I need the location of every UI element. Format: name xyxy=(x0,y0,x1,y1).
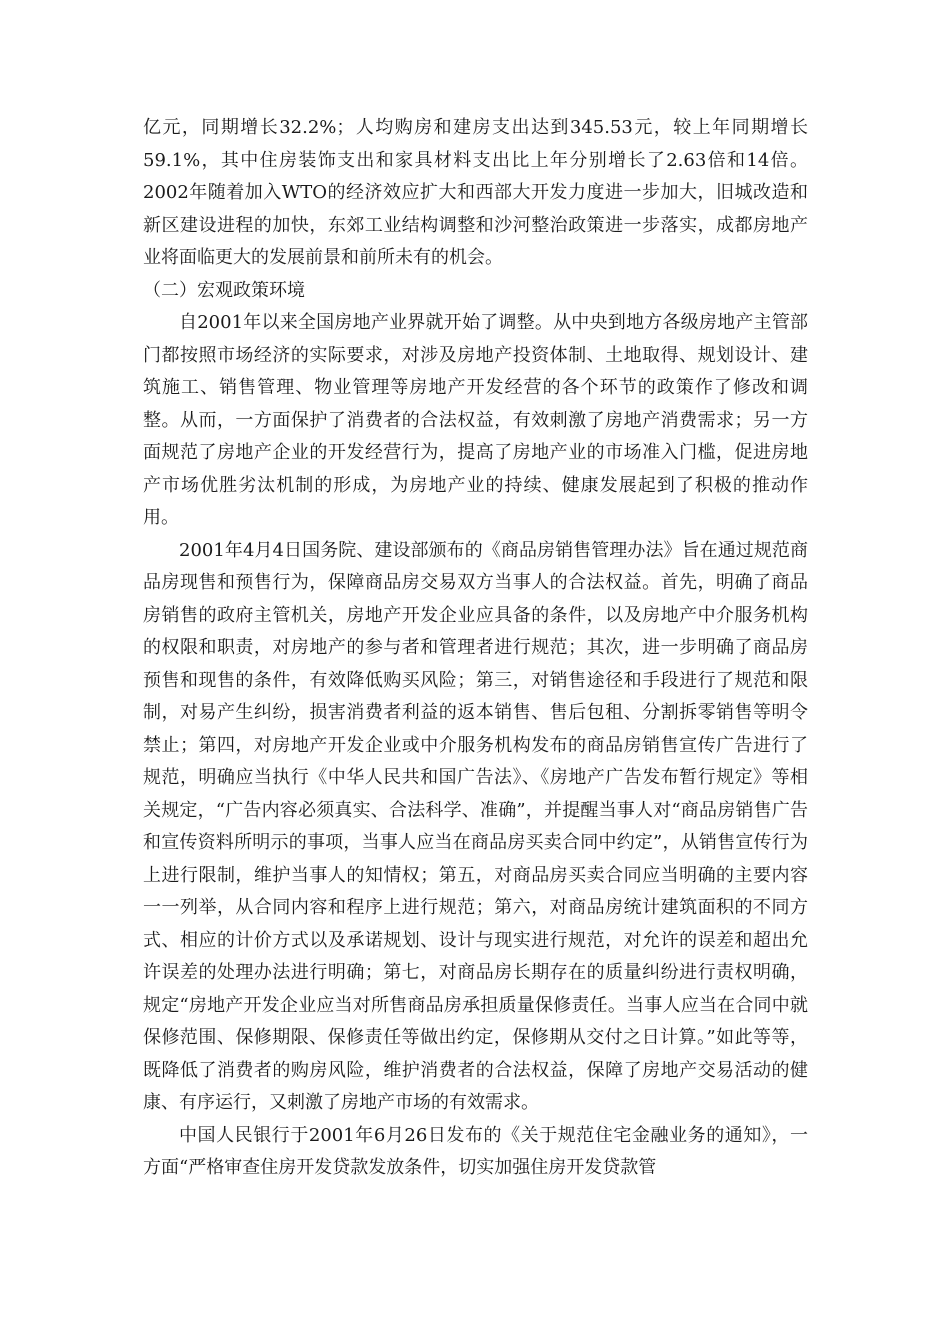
paragraph-continuation: 亿元，同期增长32.2%；人均购房和建房支出达到345.53元，较上年同期增长59.1%，其中住房装饰支出和家具材料支出比上年分别增长了2.63倍和14倍。2002年随着加入WTO的经济效应扩大和西部大开发力度进一步加大，旧城改造和新区建设进程的加快，东郊工业结构调整和沙河整治政策进一步落实，成都房地产业将面临更大的发展前景和前所未有的机会。 xyxy=(143,117,808,268)
paragraph-pboc-notice: 中国人民银行于2001年6月26日发布的《关于规范住宅金融业务的通知》，一方面“严格审查住房开发贷款发放条件，切实加强住房开发贷款管 xyxy=(143,1124,808,1178)
paragraph-sales-regulation: 2001年4月4日国务院、建设部颁布的《商品房销售管理办法》旨在通过规范商品房现售和预售行为，保障商品房交易双方当事人的合法权益。首先，明确了商品房销售的政府主管机关，房地产开发企业应具备的条件，以及房地产中介服务机构的权限和职责，对房地产的参与者和管理者进行规范；其次，进一步明确了商品房预售和现售的条件，有效降低购买风险；第三，对销售途径和手段进行了规范和限制，对易产生纠纷，损害消费者利益的返本销售、售后包租、分割拆零销售等明令禁止；第四，对房地产开发企业或中介服务机构发布的商品房销售宣传广告进行了规范，明确应当执行《中华人民共和国广告法》、《房地产广告发布暂行规定》等相关规定，“广告内容必须真实、合法科学、准确”，并提醒当事人对“商品房销售广告和宣传资料所明示的事项，当事人应当在商品房买卖合同中约定”，从销售宣传行为上进行限制，维护当事人的知情权；第五，对商品房买卖合同应当明确的主要内容一一列举，从合同内容和程序上进行规范；第六，对商品房统计建筑面积的不同方式、相应的计价方式以及承诺规划、设计与现实进行规范，对允许的误差和超出允许误差的处理办法进行明确；第七，对商品房长期存在的质量纠纷进行责权明确，规定“房地产开发企业应当对所售商品房承担质量保修责任。当事人应当在合同中就保修范围、保修期限、保修责任等做出约定，保修期从交付之日计算。”如此等等，既降低了消费者的购房风险，维护消费者的合法权益，保障了房地产交易活动的健康、有序运行，又刺激了房地产市场的有效需求。 xyxy=(143,539,808,1113)
section-heading: （二）宏观政策环境 xyxy=(143,279,305,301)
document-body xyxy=(143,112,808,1185)
paragraph-policy-adjustment: 自2001年以来全国房地产业界就开始了调整。从中央到地方各级房地产主管部门都按照市场经济的实际要求，对涉及房地产投资体制、土地取得、规划设计、建筑施工、销售管理、物业管理等房地产开发经营的各个环节的政策作了修改和调整。从而，一方面保护了消费者的合法权益，有效刺激了房地产消费需求；另一方面规范了房地产企业的开发经营行为，提高了房地产业的市场准入门槛，促进房地产市场优胜劣汰机制的形成，为房地产业的持续、健康发展起到了积极的推动作用。 xyxy=(143,312,808,528)
